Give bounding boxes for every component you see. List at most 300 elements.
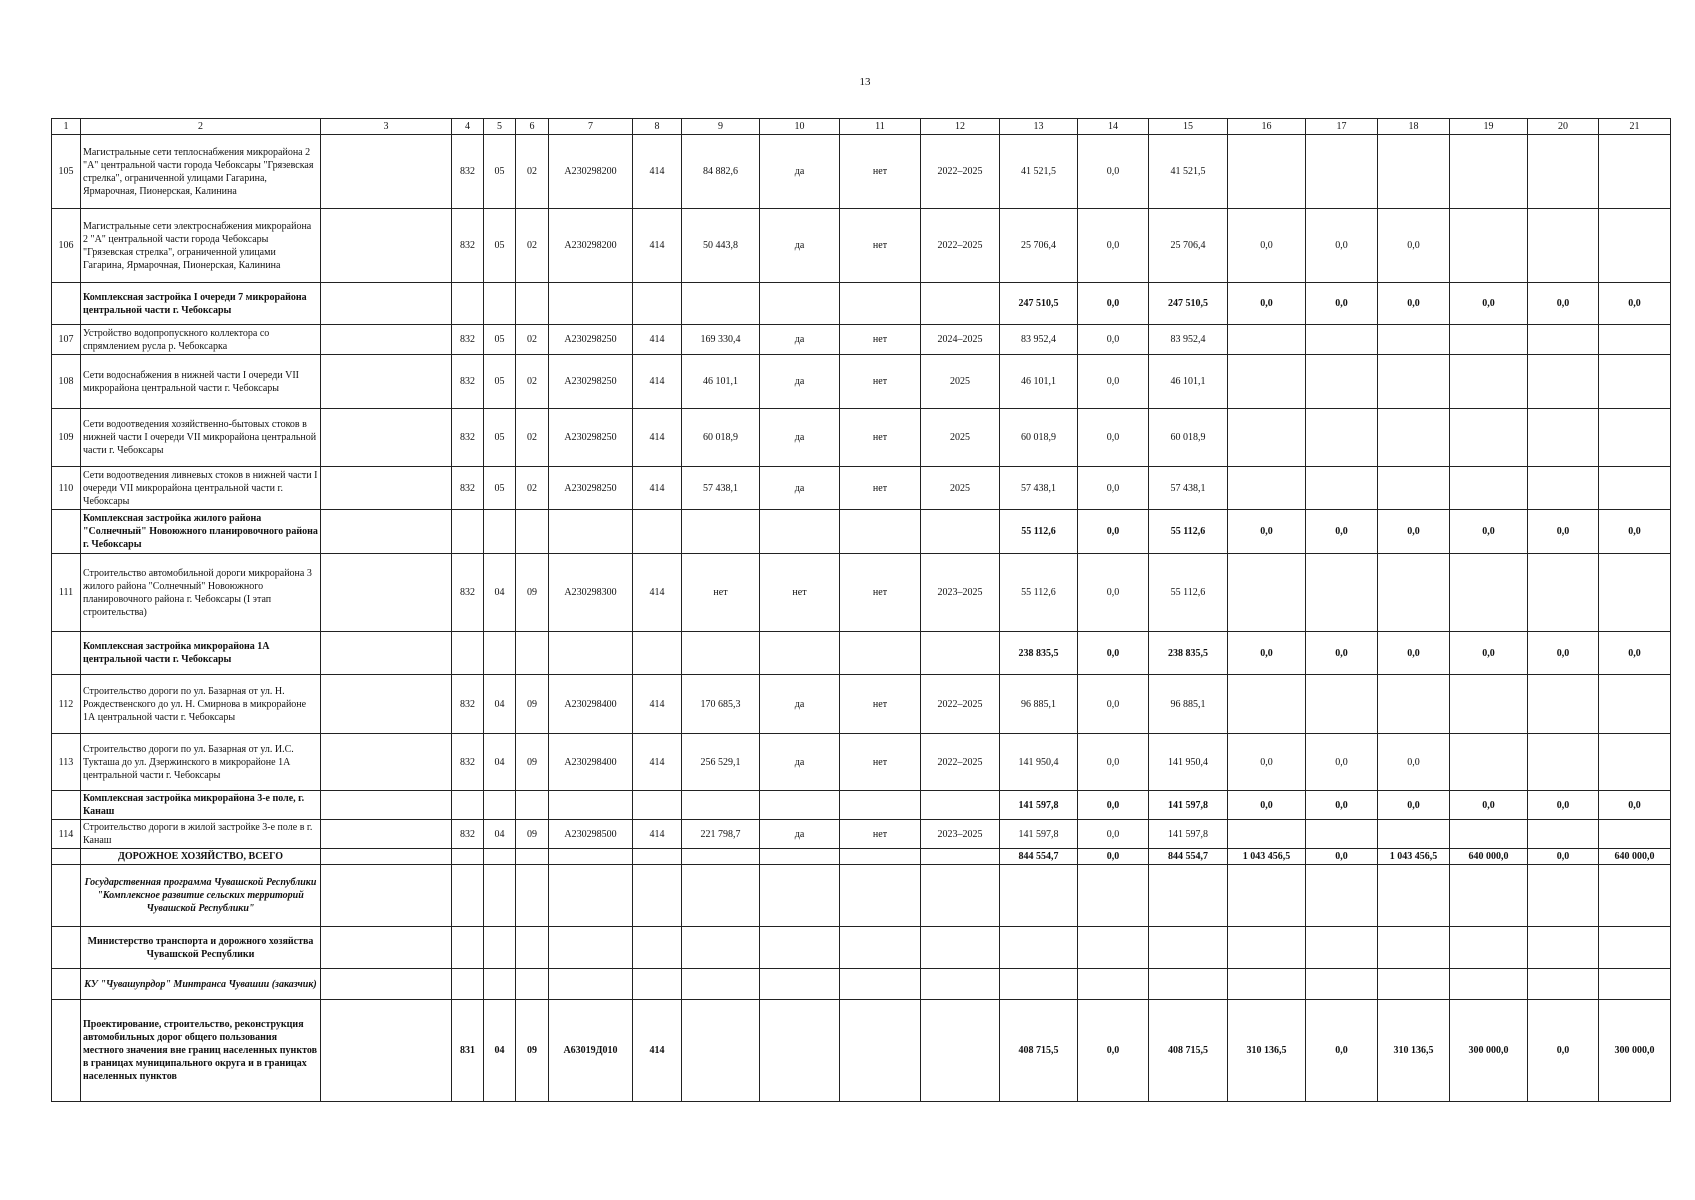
table-cell: да bbox=[760, 209, 840, 283]
table-cell bbox=[1528, 135, 1599, 209]
table-cell bbox=[921, 969, 1000, 1000]
table-cell bbox=[682, 283, 760, 325]
table-cell: 141 950,4 bbox=[1149, 734, 1228, 791]
table-cell bbox=[1228, 865, 1306, 927]
table-cell: 09 bbox=[516, 734, 549, 791]
table-cell bbox=[321, 510, 452, 554]
table-cell: 832 bbox=[452, 820, 484, 849]
column-header-cell: 9 bbox=[682, 119, 760, 135]
table-cell: 04 bbox=[484, 734, 516, 791]
table-cell: А230298200 bbox=[549, 209, 633, 283]
table-cell bbox=[1450, 409, 1528, 467]
table-cell: 46 101,1 bbox=[682, 355, 760, 409]
table-cell: 25 706,4 bbox=[1149, 209, 1228, 283]
table-cell: да bbox=[760, 135, 840, 209]
table-cell: 221 798,7 bbox=[682, 820, 760, 849]
table-cell bbox=[1450, 734, 1528, 791]
table-cell bbox=[633, 283, 682, 325]
table-cell bbox=[760, 849, 840, 865]
table-cell: 414 bbox=[633, 209, 682, 283]
table-cell bbox=[1149, 969, 1228, 1000]
table-cell: 169 330,4 bbox=[682, 325, 760, 355]
table-cell bbox=[1528, 355, 1599, 409]
table-cell bbox=[840, 791, 921, 820]
table-cell: 414 bbox=[633, 820, 682, 849]
table-cell: 2025 bbox=[921, 467, 1000, 510]
table-cell: 0,0 bbox=[1078, 409, 1149, 467]
table-cell bbox=[549, 849, 633, 865]
table-cell bbox=[516, 849, 549, 865]
table-cell bbox=[516, 283, 549, 325]
table-cell: 57 438,1 bbox=[1000, 467, 1078, 510]
table-cell: 832 bbox=[452, 209, 484, 283]
table-cell: да bbox=[760, 734, 840, 791]
table-cell: 02 bbox=[516, 467, 549, 510]
table-cell bbox=[921, 865, 1000, 927]
table-cell: нет bbox=[682, 554, 760, 632]
table-cell bbox=[682, 791, 760, 820]
table-cell: 02 bbox=[516, 325, 549, 355]
table-cell: 0,0 bbox=[1450, 791, 1528, 820]
table-cell bbox=[1306, 135, 1378, 209]
table-cell bbox=[633, 791, 682, 820]
table-row bbox=[52, 325, 1671, 355]
table-cell: 0,0 bbox=[1528, 791, 1599, 820]
table-cell: 84 882,6 bbox=[682, 135, 760, 209]
table-cell bbox=[682, 1000, 760, 1102]
section-row bbox=[52, 969, 1671, 1000]
table-cell: 05 bbox=[484, 355, 516, 409]
table-cell: 60 018,9 bbox=[1149, 409, 1228, 467]
table-cell bbox=[321, 1000, 452, 1102]
table-cell bbox=[484, 969, 516, 1000]
column-header-cell: 7 bbox=[549, 119, 633, 135]
table-cell bbox=[516, 969, 549, 1000]
table-cell bbox=[1599, 209, 1671, 283]
table-cell: А230298300 bbox=[549, 554, 633, 632]
table-cell: 02 bbox=[516, 409, 549, 467]
table-cell: нет bbox=[840, 820, 921, 849]
table-cell bbox=[1450, 554, 1528, 632]
table-row bbox=[52, 135, 1671, 209]
table-cell bbox=[1599, 927, 1671, 969]
object-name-cell: КУ "Чувашупрдор" Минтранса Чувашии (заказчик) bbox=[81, 969, 321, 1000]
table-cell bbox=[452, 969, 484, 1000]
table-cell: 141 597,8 bbox=[1149, 820, 1228, 849]
table-cell: А230298250 bbox=[549, 409, 633, 467]
table-cell: 0,0 bbox=[1528, 283, 1599, 325]
table-cell bbox=[1528, 927, 1599, 969]
table-cell: 04 bbox=[484, 554, 516, 632]
table-cell: 0,0 bbox=[1528, 849, 1599, 865]
column-header-cell: 4 bbox=[452, 119, 484, 135]
table-cell bbox=[1228, 927, 1306, 969]
table-cell: 04 bbox=[484, 1000, 516, 1102]
table-cell: 0,0 bbox=[1306, 209, 1378, 283]
table-cell bbox=[1378, 927, 1450, 969]
table-cell bbox=[321, 927, 452, 969]
table-cell: 41 521,5 bbox=[1000, 135, 1078, 209]
section-row bbox=[52, 510, 1671, 554]
table-cell: 55 112,6 bbox=[1000, 554, 1078, 632]
table-cell bbox=[1378, 969, 1450, 1000]
table-cell bbox=[452, 791, 484, 820]
column-header-cell: 3 bbox=[321, 119, 452, 135]
table-cell bbox=[484, 510, 516, 554]
row-number-cell: 113 bbox=[52, 734, 81, 791]
table-cell bbox=[1599, 355, 1671, 409]
table-body bbox=[52, 119, 1671, 1102]
table-cell bbox=[1378, 820, 1450, 849]
table-cell bbox=[484, 927, 516, 969]
table-cell: 414 bbox=[633, 135, 682, 209]
object-name-cell: Строительство автомобильной дороги микрорайона 3 жилого района "Солнечный" Новоюжного планировочного района г. Чебоксары (I этап строительства) bbox=[81, 554, 321, 632]
table-cell bbox=[840, 510, 921, 554]
table-cell: 844 554,7 bbox=[1000, 849, 1078, 865]
row-number-cell bbox=[52, 632, 81, 675]
table-cell: 46 101,1 bbox=[1000, 355, 1078, 409]
table-cell: 0,0 bbox=[1078, 510, 1149, 554]
table-cell bbox=[840, 283, 921, 325]
table-cell bbox=[1378, 675, 1450, 734]
table-cell bbox=[1149, 927, 1228, 969]
table-cell bbox=[921, 849, 1000, 865]
table-cell: 141 950,4 bbox=[1000, 734, 1078, 791]
column-header-cell: 1 bbox=[52, 119, 81, 135]
table-cell bbox=[452, 865, 484, 927]
table-cell bbox=[321, 865, 452, 927]
table-cell: 0,0 bbox=[1228, 791, 1306, 820]
table-cell: 05 bbox=[484, 209, 516, 283]
table-cell bbox=[1228, 675, 1306, 734]
table-cell bbox=[321, 135, 452, 209]
table-cell: 170 685,3 bbox=[682, 675, 760, 734]
table-cell bbox=[321, 554, 452, 632]
table-cell: 238 835,5 bbox=[1000, 632, 1078, 675]
section-row bbox=[52, 283, 1671, 325]
page-number: 13 bbox=[859, 76, 871, 88]
table-cell bbox=[921, 632, 1000, 675]
table-cell: 96 885,1 bbox=[1000, 675, 1078, 734]
table-cell bbox=[1378, 325, 1450, 355]
table-cell bbox=[549, 969, 633, 1000]
table-cell bbox=[1149, 865, 1228, 927]
table-cell: 832 bbox=[452, 467, 484, 510]
table-cell: А230298250 bbox=[549, 355, 633, 409]
object-name-cell: Сети водоснабжения в нижней части I очереди VII микрорайона центральной части г. Чебоксары bbox=[81, 355, 321, 409]
table-cell: А230298200 bbox=[549, 135, 633, 209]
table-cell bbox=[321, 734, 452, 791]
object-name-cell: Государственная программа Чувашской Республики "Комплексное развитие сельских территорий Чувашской Республики" bbox=[81, 865, 321, 927]
column-header-cell: 19 bbox=[1450, 119, 1528, 135]
column-header-cell: 20 bbox=[1528, 119, 1599, 135]
table-cell: 414 bbox=[633, 675, 682, 734]
table-cell: нет bbox=[840, 135, 921, 209]
table-cell: 414 bbox=[633, 325, 682, 355]
table-cell: 414 bbox=[633, 1000, 682, 1102]
table-row bbox=[52, 467, 1671, 510]
table-cell bbox=[1078, 927, 1149, 969]
table-cell bbox=[1378, 409, 1450, 467]
table-cell: 832 bbox=[452, 554, 484, 632]
table-cell: 09 bbox=[516, 1000, 549, 1102]
table-cell bbox=[1306, 554, 1378, 632]
table-cell: 2022–2025 bbox=[921, 135, 1000, 209]
row-number-cell bbox=[52, 969, 81, 1000]
table-cell bbox=[1599, 467, 1671, 510]
table-cell: 0,0 bbox=[1378, 209, 1450, 283]
table-cell bbox=[484, 283, 516, 325]
table-cell: 844 554,7 bbox=[1149, 849, 1228, 865]
table-cell: 414 bbox=[633, 734, 682, 791]
table-cell bbox=[1228, 820, 1306, 849]
table-cell bbox=[321, 849, 452, 865]
table-cell: 0,0 bbox=[1450, 632, 1528, 675]
table-cell bbox=[321, 209, 452, 283]
table-cell: 05 bbox=[484, 325, 516, 355]
table-cell: 0,0 bbox=[1078, 734, 1149, 791]
table-cell bbox=[549, 632, 633, 675]
table-cell bbox=[1306, 969, 1378, 1000]
table-cell: 247 510,5 bbox=[1000, 283, 1078, 325]
table-cell: 60 018,9 bbox=[682, 409, 760, 467]
column-header-cell: 6 bbox=[516, 119, 549, 135]
table-cell bbox=[1000, 927, 1078, 969]
table-cell: 0,0 bbox=[1078, 675, 1149, 734]
table-cell: 09 bbox=[516, 820, 549, 849]
table-cell: 0,0 bbox=[1078, 135, 1149, 209]
table-cell: 832 bbox=[452, 409, 484, 467]
table-cell bbox=[760, 791, 840, 820]
table-cell bbox=[1228, 355, 1306, 409]
table-cell bbox=[1228, 409, 1306, 467]
object-name-cell: Строительство дороги в жилой застройке 3-е поле в г. Канаш bbox=[81, 820, 321, 849]
object-name-cell: Устройство водопропускного коллектора со спрямлением русла р. Чебоксарка bbox=[81, 325, 321, 355]
table-cell bbox=[921, 791, 1000, 820]
table-cell bbox=[1228, 554, 1306, 632]
column-header-cell: 2 bbox=[81, 119, 321, 135]
row-number-cell bbox=[52, 927, 81, 969]
table-cell: нет bbox=[840, 554, 921, 632]
table-cell bbox=[633, 849, 682, 865]
table-cell bbox=[1306, 675, 1378, 734]
table-cell bbox=[1378, 467, 1450, 510]
table-cell: 640 000,0 bbox=[1450, 849, 1528, 865]
table-cell: 0,0 bbox=[1306, 849, 1378, 865]
row-number-cell: 110 bbox=[52, 467, 81, 510]
table-cell: 96 885,1 bbox=[1149, 675, 1228, 734]
table-cell: 408 715,5 bbox=[1000, 1000, 1078, 1102]
table-cell: 1 043 456,5 bbox=[1378, 849, 1450, 865]
table-cell bbox=[1078, 865, 1149, 927]
table-cell bbox=[633, 969, 682, 1000]
table-cell bbox=[1306, 355, 1378, 409]
table-cell: 414 bbox=[633, 409, 682, 467]
table-cell: 832 bbox=[452, 675, 484, 734]
table-row bbox=[52, 554, 1671, 632]
row-number-cell: 108 bbox=[52, 355, 81, 409]
table-cell: А230298500 bbox=[549, 820, 633, 849]
table-cell: 0,0 bbox=[1078, 554, 1149, 632]
table-cell bbox=[633, 865, 682, 927]
table-cell bbox=[1528, 409, 1599, 467]
table-cell bbox=[1528, 209, 1599, 283]
table-cell: 640 000,0 bbox=[1599, 849, 1671, 865]
table-cell bbox=[1450, 969, 1528, 1000]
table-cell: 0,0 bbox=[1306, 1000, 1378, 1102]
table-cell: 0,0 bbox=[1599, 791, 1671, 820]
table-cell bbox=[840, 632, 921, 675]
object-name-cell: Строительство дороги по ул. Базарная от ул. И.С. Тукташа до ул. Дзержинского в микрорайоне 1А центральной части г. Чебоксары bbox=[81, 734, 321, 791]
table-cell: 832 bbox=[452, 734, 484, 791]
table-cell bbox=[452, 510, 484, 554]
table-cell bbox=[549, 510, 633, 554]
table-cell: 2022–2025 bbox=[921, 734, 1000, 791]
table-cell bbox=[1228, 135, 1306, 209]
table-cell: да bbox=[760, 325, 840, 355]
table-cell bbox=[921, 1000, 1000, 1102]
table-cell bbox=[921, 283, 1000, 325]
table-cell bbox=[1528, 675, 1599, 734]
table-cell bbox=[452, 283, 484, 325]
table-cell bbox=[682, 865, 760, 927]
table-cell: 832 bbox=[452, 355, 484, 409]
object-name-cell: Комплексная застройка жилого района "Солнечный" Новоюжного планировочного района г. Чебоксары bbox=[81, 510, 321, 554]
table-cell bbox=[1450, 209, 1528, 283]
table-cell: 57 438,1 bbox=[682, 467, 760, 510]
table-cell bbox=[1450, 135, 1528, 209]
table-cell: 0,0 bbox=[1306, 632, 1378, 675]
table-cell: 2022–2025 bbox=[921, 209, 1000, 283]
table-cell: да bbox=[760, 467, 840, 510]
table-cell: 1 043 456,5 bbox=[1228, 849, 1306, 865]
table-cell: да bbox=[760, 675, 840, 734]
table-row bbox=[52, 820, 1671, 849]
table-cell bbox=[760, 283, 840, 325]
table-cell bbox=[840, 1000, 921, 1102]
table-cell bbox=[682, 969, 760, 1000]
column-header-cell: 15 bbox=[1149, 119, 1228, 135]
table-cell: 0,0 bbox=[1306, 734, 1378, 791]
table-cell bbox=[1378, 554, 1450, 632]
table-cell: 2023–2025 bbox=[921, 554, 1000, 632]
table-cell: 50 443,8 bbox=[682, 209, 760, 283]
table-cell: 55 112,6 bbox=[1149, 510, 1228, 554]
table-cell: 0,0 bbox=[1378, 510, 1450, 554]
table-cell bbox=[1228, 325, 1306, 355]
table-cell: 02 bbox=[516, 355, 549, 409]
table-row bbox=[52, 734, 1671, 791]
table-cell: нет bbox=[840, 734, 921, 791]
table-cell bbox=[840, 865, 921, 927]
table-cell bbox=[321, 283, 452, 325]
table-cell: нет bbox=[840, 355, 921, 409]
row-number-cell bbox=[52, 283, 81, 325]
table-cell bbox=[1450, 927, 1528, 969]
table-cell bbox=[1378, 865, 1450, 927]
table-cell: А63019Д010 bbox=[549, 1000, 633, 1102]
table-cell bbox=[682, 632, 760, 675]
table-cell bbox=[1528, 734, 1599, 791]
table-cell: 0,0 bbox=[1078, 355, 1149, 409]
row-number-cell: 111 bbox=[52, 554, 81, 632]
row-number-cell: 112 bbox=[52, 675, 81, 734]
row-number-cell bbox=[52, 510, 81, 554]
table-cell bbox=[840, 927, 921, 969]
table-cell bbox=[1450, 865, 1528, 927]
row-number-cell: 109 bbox=[52, 409, 81, 467]
table-row bbox=[52, 409, 1671, 467]
object-name-cell: Строительство дороги по ул. Базарная от ул. Н. Рождественского до ул. Н. Смирнова в микрорайоне 1А центральной части г. Чебоксары bbox=[81, 675, 321, 734]
table-cell: 0,0 bbox=[1450, 283, 1528, 325]
table-cell bbox=[1599, 325, 1671, 355]
table-cell: 0,0 bbox=[1228, 209, 1306, 283]
table-cell bbox=[840, 849, 921, 865]
table-cell bbox=[1306, 820, 1378, 849]
table-cell: да bbox=[760, 409, 840, 467]
table-cell: 05 bbox=[484, 467, 516, 510]
table-cell bbox=[484, 865, 516, 927]
object-name-cell: Комплексная застройка микрорайона 3-е поле, г. Канаш bbox=[81, 791, 321, 820]
table-cell bbox=[1599, 675, 1671, 734]
table-cell bbox=[682, 510, 760, 554]
column-header-cell: 17 bbox=[1306, 119, 1378, 135]
table-cell bbox=[1000, 865, 1078, 927]
table-cell bbox=[321, 791, 452, 820]
table-cell: 55 112,6 bbox=[1149, 554, 1228, 632]
table-row bbox=[52, 209, 1671, 283]
table-cell bbox=[760, 969, 840, 1000]
table-cell bbox=[484, 632, 516, 675]
column-header-cell: 14 bbox=[1078, 119, 1149, 135]
table-cell bbox=[633, 510, 682, 554]
table-cell bbox=[516, 927, 549, 969]
table-cell: 0,0 bbox=[1599, 510, 1671, 554]
table-cell: 0,0 bbox=[1078, 632, 1149, 675]
table-cell bbox=[1528, 467, 1599, 510]
section-row bbox=[52, 791, 1671, 820]
table-cell bbox=[484, 849, 516, 865]
table-cell: 0,0 bbox=[1599, 283, 1671, 325]
table-cell: нет bbox=[840, 467, 921, 510]
section-row bbox=[52, 1000, 1671, 1102]
table-cell bbox=[549, 791, 633, 820]
table-cell: 238 835,5 bbox=[1149, 632, 1228, 675]
table-cell: А230298400 bbox=[549, 734, 633, 791]
column-header-cell: 11 bbox=[840, 119, 921, 135]
table-cell bbox=[1378, 355, 1450, 409]
table-cell: 2025 bbox=[921, 409, 1000, 467]
table-cell: 0,0 bbox=[1228, 283, 1306, 325]
table-cell bbox=[321, 820, 452, 849]
table-cell: 46 101,1 bbox=[1149, 355, 1228, 409]
table-cell: 310 136,5 bbox=[1228, 1000, 1306, 1102]
table-cell bbox=[321, 325, 452, 355]
object-name-cell: Проектирование, строительство, реконструкция автомобильных дорог общего пользования местного значения вне границ населенных пунктов в границах муниципального округа и в границах населенных пунктов bbox=[81, 1000, 321, 1102]
table-cell: да bbox=[760, 355, 840, 409]
section-row bbox=[52, 849, 1671, 865]
table-cell: 141 597,8 bbox=[1149, 791, 1228, 820]
table-cell: 25 706,4 bbox=[1000, 209, 1078, 283]
column-header-cell: 12 bbox=[921, 119, 1000, 135]
table-cell: 0,0 bbox=[1228, 510, 1306, 554]
section-row bbox=[52, 927, 1671, 969]
table-cell: 0,0 bbox=[1306, 510, 1378, 554]
table-cell: 247 510,5 bbox=[1149, 283, 1228, 325]
table-cell: 0,0 bbox=[1078, 467, 1149, 510]
table-cell bbox=[516, 791, 549, 820]
table-cell bbox=[452, 849, 484, 865]
